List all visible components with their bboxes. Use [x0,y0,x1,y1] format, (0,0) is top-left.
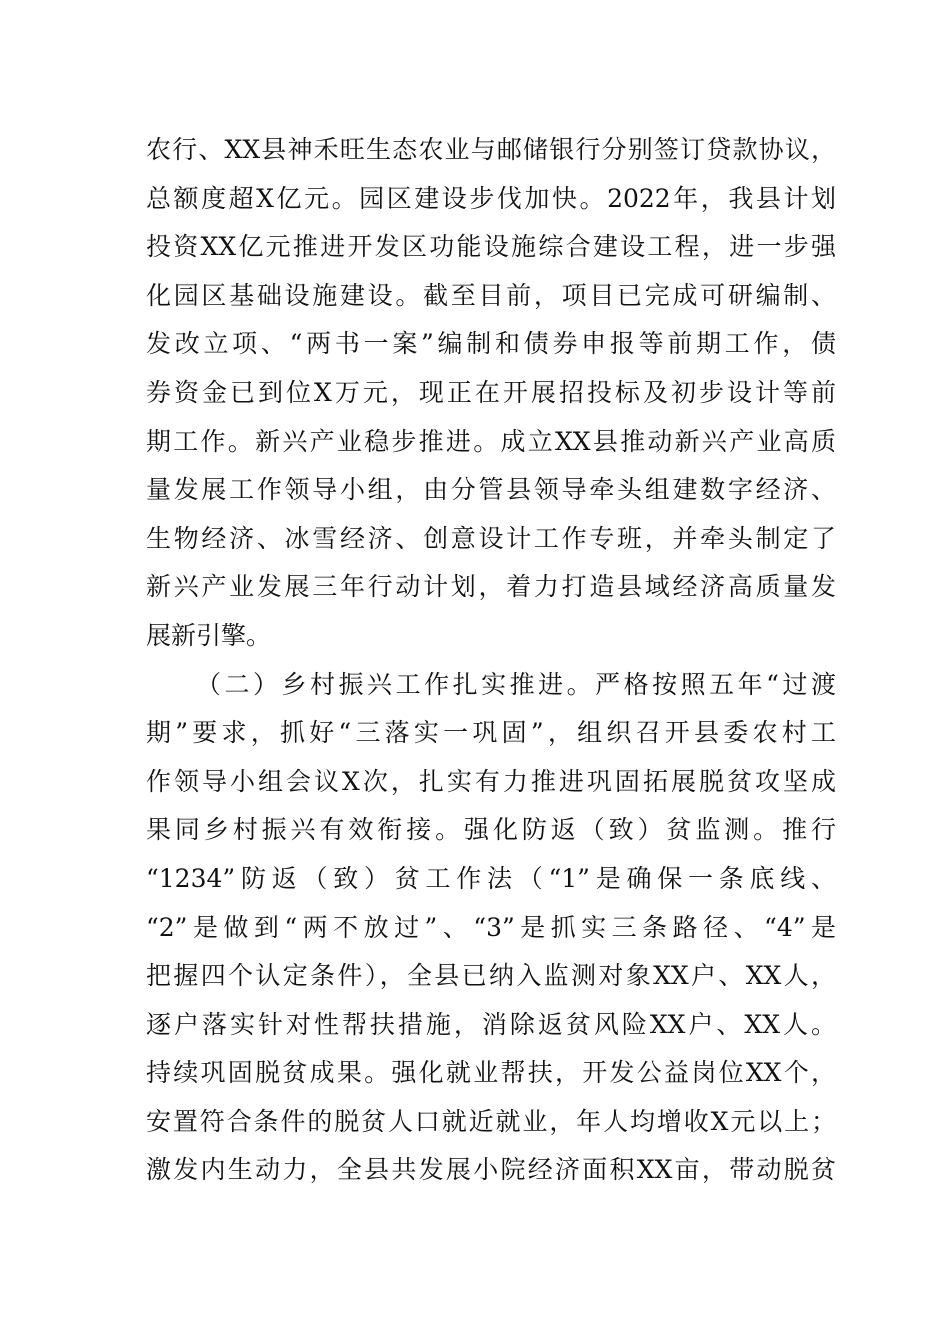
section-heading-line: （二）乡村振兴工作扎实推进。严格按照五年“过渡 [196,669,836,699]
text-line: 生物经济、冰雪经济、创意设计工作专班，并牵头制定了 [146,523,836,553]
text-line: 展新引擎。 [146,620,272,650]
text-line: “1234”防返（致）贫工作法（“1”是确保一条底线、 [146,863,836,893]
text-line: 农行、XX县神禾旺生态农业与邮储银行分别签订贷款协议， [146,135,836,164]
text-line: 化园区基础设施建设。截至目前，项目已完成可研编制、 [146,280,836,310]
text-line: 发改立项、“两书一案”编制和债券申报等前期工作，债 [146,329,836,359]
text-line: 量发展工作领导小组，由分管县领导牵头组建数字经济、 [146,475,836,505]
text-line: 安置符合条件的脱贫人口就近就业，年人均增收X元以上； [146,1106,836,1136]
text-line: 总额度超X亿元。园区建设步伐加快。2022年，我县计划 [146,183,836,213]
text-line: 作领导小组会议X次，扎实有力推进巩固拓展脱贫攻坚成 [146,766,836,796]
text-line: 投资XX亿元推进开发区功能设施综合建设工程，进一步强 [146,232,836,262]
text-line: 激发内生动力，全县共发展小院经济面积XX亩，带动脱贫 [146,1155,836,1185]
text-line: 逐户落实针对性帮扶措施，消除返贫风险XX户、XX人。 [146,1009,836,1039]
text-line: 持续巩固脱贫成果。强化就业帮扶，开发公益岗位XX个， [146,1058,836,1088]
text-line: 果同乡村振兴有效衔接。强化防返（致）贫监测。推行 [146,815,836,845]
text-line: 券资金已到位X万元，现正在开展招投标及初步设计等前 [146,377,836,407]
text-line: 把握四个认定条件），全县已纳入监测对象XX户、XX人， [146,961,836,991]
body-text [146,126,836,1195]
text-line: 新兴产业发展三年行动计划，着力打造县域经济高质量发 [146,572,836,602]
text-line: 期工作。新兴产业稳步推进。成立XX县推动新兴产业高质 [146,426,836,456]
text-line: “2”是做到“两不放过”、“3”是抓实三条路径、“4”是 [146,912,836,942]
text-line: 期”要求，抓好“三落实一巩固”，组织召开县委农村工 [146,718,836,748]
